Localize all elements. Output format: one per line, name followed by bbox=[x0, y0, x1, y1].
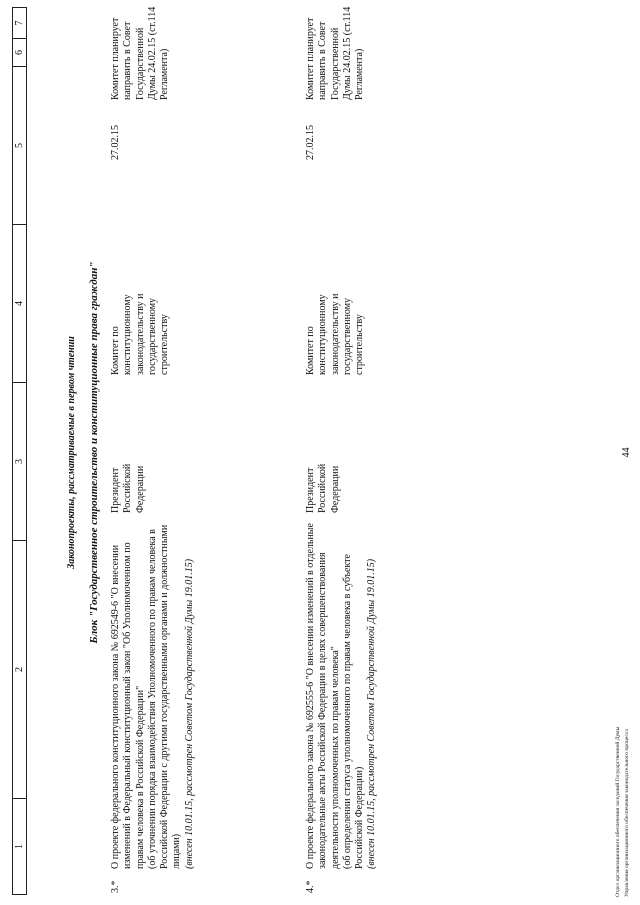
consideration-date: 27.02.15 bbox=[305, 125, 316, 160]
column-header-3: 3 bbox=[12, 383, 27, 541]
row-number: 3.* bbox=[110, 880, 121, 893]
column-header-6: 6 bbox=[12, 39, 27, 67]
responsible-committee: Комитет по конституционному законодательству и государственному строительству bbox=[305, 293, 366, 375]
consideration-date: 27.02.15 bbox=[110, 125, 121, 160]
footer-line-1: Отдел организационного обеспечения заседаний Государственной Думы bbox=[615, 726, 621, 897]
bill-subject: Президент Российской Федерации bbox=[110, 463, 146, 513]
bill-note: (об уточнении порядка взаимодействия Уполномоченного по правам человека в Российской Федерации с другими государственными органами и должностными лицами) bbox=[146, 524, 183, 869]
row-number: 4.* bbox=[305, 880, 316, 893]
footer-line-2: Управления организационного обеспечения законодательного процесса bbox=[624, 729, 630, 897]
column-header-4: 4 bbox=[12, 225, 27, 383]
committee-plan: Комитет планирует направить в Совет Государственной Думы 24.02.15 (ст.114 Регламента) bbox=[305, 6, 366, 100]
column-header-1: 1 bbox=[12, 799, 27, 895]
page-number: 44 bbox=[621, 447, 632, 458]
bill-introduction: (внесен 10.01.15, рассмотрен Советом Государственной Думы 19.01.15) bbox=[366, 558, 378, 869]
bill-title: О проекте федерального конституционного закона № 692549-6 "О внесении изменений в Федеральный конституционный закон "Об Уполномоченном по правам человека в Российской Федерации" bbox=[110, 542, 146, 869]
bill-description bbox=[305, 519, 379, 869]
responsible-committee: Комитет по конституционному законодательству и государственному строительству bbox=[110, 293, 171, 375]
committee-plan: Комитет планирует направить в Совет Государственной Думы 24.02.15 (ст.114 Регламента) bbox=[110, 6, 171, 100]
block-title: Блок "Государственное строительство и конституционные права граждан" bbox=[88, 261, 100, 644]
bill-description bbox=[110, 519, 196, 869]
bill-introduction: (внесен 10.01.15, рассмотрен Советом Государственной Думы 19.01.15) bbox=[183, 558, 195, 869]
bill-title: О проекте федерального закона № 692555-6 "О внесении изменений в отдельные законодательные акты Российской Федерации в целях совершенствования деятельности уполномоченных по правам человека" bbox=[305, 523, 341, 869]
bill-note: (об определении статуса уполномоченного по правам человека в субъекте Российской Федерации) bbox=[341, 554, 366, 869]
column-header-2: 2 bbox=[12, 541, 27, 799]
bill-subject: Президент Российской Федерации bbox=[305, 463, 341, 513]
column-header-7: 7 bbox=[12, 7, 27, 39]
section-title: Законопроекты, рассматриваемые в первом чтении bbox=[66, 336, 77, 569]
column-header-5: 5 bbox=[12, 67, 27, 225]
